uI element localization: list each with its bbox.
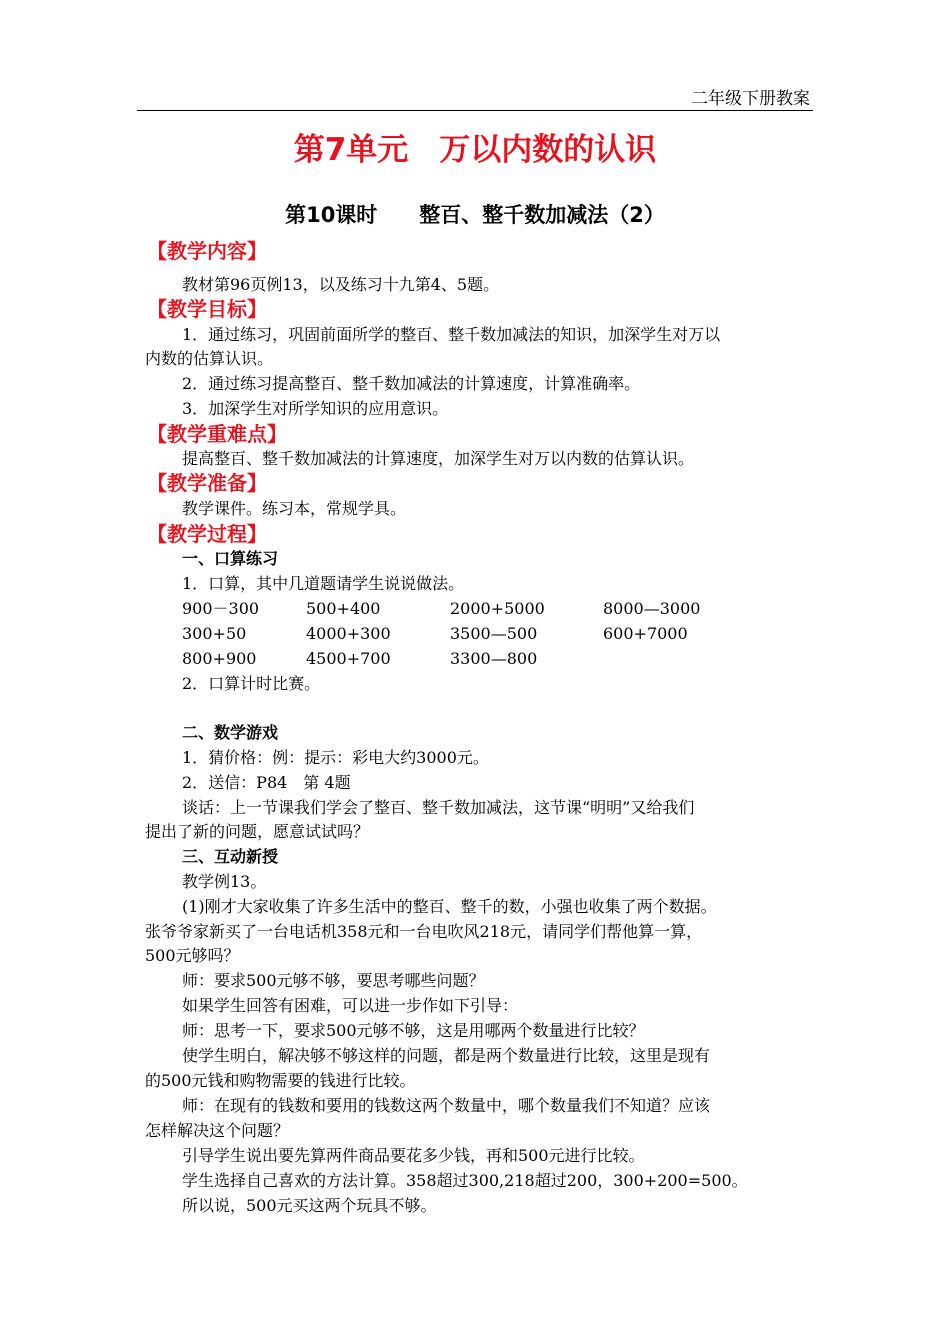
part-3-p6-line-1: 师：在现有的钱数和要用的钱数这两个数量中，哪个数量我们不知道？应该 [182,1096,711,1115]
part-3-p1-line-1: (1)刚才大家收集了许多生活中的整百、整千的数，小强也收集了两个数据。 [182,897,717,916]
calc-cell: 8000—3000 [603,599,701,618]
goal-item-2: 2．通过练习提高整百、整千数加减法的计算速度，计算准确率。 [182,374,641,393]
calc-cell: 300+50 [182,624,247,643]
grade-label: 二年级下册教案 [691,89,810,109]
calc-cell: 500+400 [306,599,381,618]
part-3-p1-line-2: 张爷爷家新买了一台电话机358元和一台电吹风218元，请同学们帮他算一算， [145,922,703,941]
part-2-step-2: 2．送信：P84 第 4题 [182,773,351,792]
part-1-step-1: 1．口算，其中几道题请学生说说做法。 [182,574,465,593]
part-3-p1-line-3: 500元够吗？ [145,946,240,965]
calc-cell: 4000+300 [306,624,391,643]
calc-cell: 800+900 [182,649,257,668]
part-3-p8: 学生选择自己喜欢的方法计算。358超过300,218超过200，300+200=500。 [182,1171,748,1190]
calc-cell: 4500+700 [306,649,391,668]
calc-cell: 2000+5000 [450,599,545,618]
part-1-title: 一、口算练习 [182,549,279,568]
section-heading-process: 【教学过程】 [147,522,267,546]
section-heading-key-points: 【教学重难点】 [147,422,287,446]
unit-title: 第7单元 万以内数的认识 [293,132,657,168]
section-heading-goals: 【教学目标】 [147,297,267,321]
preparation-text: 教学课件。练习本，常规学具。 [182,499,407,518]
goal-item-3: 3．加深学生对所学知识的应用意识。 [182,399,449,418]
part-3-intro: 教学例13。 [182,872,267,891]
part-3-p5-line-2: 的500元钱和购物需要的钱进行比较。 [145,1071,416,1090]
goal-item-1-line-1: 1．通过练习，巩固前面所学的整百、整千数加减法的知识，加深学生对万以 [182,325,721,344]
content-text: 教材第96页例13，以及练习十九第4、5题。 [182,275,500,294]
part-3-p5-line-1: 使学生明白，解决够不够这样的问题，都是两个数量进行比较，这里是现有 [182,1046,711,1065]
header-rule [137,110,813,111]
part-1-step-2: 2．口算计时比赛。 [182,674,321,693]
part-2-talk-line-1: 谈话：上一节课我们学会了整百、整千数加减法，这节课“明明”又给我们 [182,798,695,817]
lesson-title: 第10课时 整百、整千数加减法（2） [285,203,665,227]
calc-cell: 900－300 [182,599,260,618]
calc-cell: 3500—500 [450,624,538,643]
part-3-p6-line-2: 怎样解决这个问题？ [145,1121,290,1140]
goal-item-1-line-2: 内数的估算认识。 [145,349,274,368]
part-3-p9: 所以说，500元买这两个玩具不够。 [182,1196,437,1215]
part-2-title: 二、数学游戏 [182,723,279,742]
section-heading-preparation: 【教学准备】 [147,471,267,495]
calc-cell: 600+7000 [603,624,688,643]
part-3-p3: 如果学生回答有困难，可以进一步作如下引导： [182,996,519,1015]
part-3-p2: 师：要求500元够不够，要思考哪些问题？ [182,971,485,990]
part-3-title: 三、互动新授 [182,847,279,866]
part-2-step-1: 1．猜价格：例：提示：彩电大约3000元。 [182,748,489,767]
calc-cell: 3300—800 [450,649,538,668]
part-3-p4: 师：思考一下，要求500元够不够，这是用哪两个数量进行比较？ [182,1021,645,1040]
part-3-p7: 引导学生说出要先算两件商品要花多少钱，再和500元进行比较。 [182,1146,645,1165]
part-2-talk-line-2: 提出了新的问题，愿意试试吗？ [145,822,370,841]
section-heading-content: 【教学内容】 [147,239,267,263]
key-points-text: 提高整百、整千数加减法的计算速度，加深学生对万以内数的估算认识。 [182,449,695,468]
